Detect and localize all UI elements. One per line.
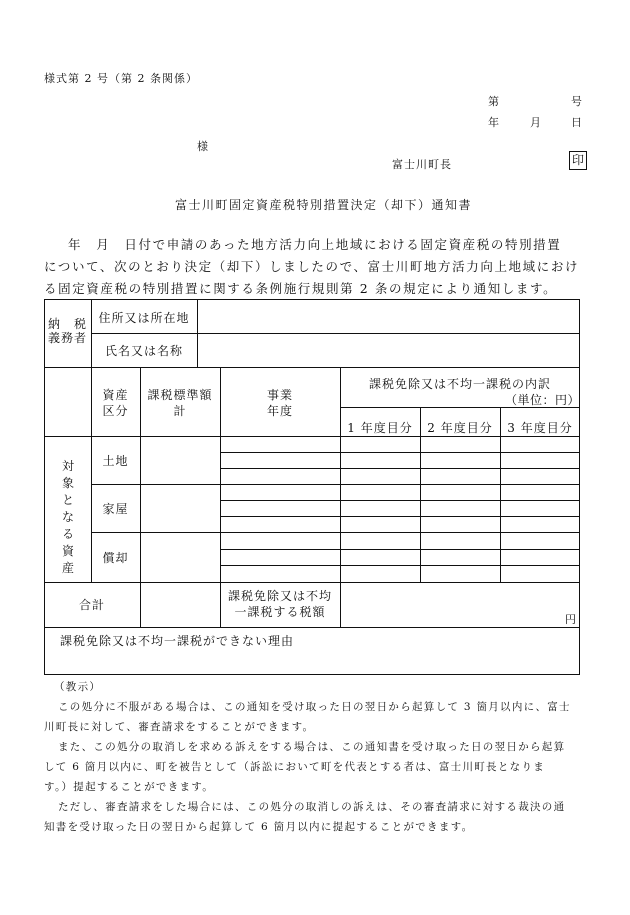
notice-line: 川町長に対して、審査請求をすることができます。 (44, 721, 315, 733)
target-assets-label: 対象となる資産 (61, 459, 74, 575)
date-day: 日 (571, 116, 583, 129)
date-year: 年 (488, 116, 500, 129)
total-label: 合計 (78, 598, 105, 612)
body-line: る固定資産税の特別措置に関する条例施行規則第 2 条の規定により通知します。 (44, 281, 558, 296)
date-month: 月 (530, 116, 542, 129)
addressee-suffix: 様 (197, 140, 209, 153)
number-suffix: 号 (571, 95, 583, 108)
notice-heading: （教示） (54, 681, 102, 693)
notice-line: この処分に不服がある場合は、この通知を受け取った日の翌日から起算して 3 箇月以内に、富士 (58, 701, 571, 713)
issuer: 富士川町長 (392, 158, 452, 171)
notice-line: して 6 箇月以内に、町を被告として（訴訟において町を代表とする者は、富士川町長となりま (44, 761, 546, 773)
exempt-amount-label: 課税免除又は不均 一課税する税額 (227, 589, 332, 619)
year-column-3: 3 年度目分 (507, 421, 573, 435)
asset-row-land: 土地 (102, 454, 129, 468)
body-paragraph (44, 234, 594, 300)
unit-label: （単位：円） (504, 393, 580, 407)
exemption-header: 課税免除又は不均一課税の内訳 (368, 377, 551, 391)
notice-line: また、この処分の取消しを求める訴えをする場合は、この通知書を受け取った日の翌日から起算 (58, 741, 566, 753)
tax-base-label: 課税標準額 計 (147, 388, 213, 418)
address-label: 住所又は所在地 (98, 311, 190, 325)
asset-row-building: 家屋 (102, 502, 129, 516)
year-column-2: 2 年度目分 (427, 421, 493, 435)
notice-line: ただし、審査請求をした場合には、この処分の取消しの訴えは、その審査請求に対する裁決の通 (58, 801, 566, 813)
body-line: 年 月 日付で申請のあった地方活力向上地域における固定資産税の特別措置 (68, 237, 562, 252)
document-title: 富士川町固定資産税特別措置決定（却下）通知書 (175, 198, 473, 212)
seal-mark: 印 (569, 151, 587, 170)
asset-row-depreciable: 償却 (102, 551, 129, 565)
yen-unit: 円 (565, 613, 576, 626)
notice-line: す。）提起することができます。 (44, 781, 215, 793)
taxpayer-label: 納 税 義務者 (47, 317, 87, 345)
asset-class-label: 資産 区分 (102, 388, 129, 418)
notice-body (44, 697, 590, 837)
body-line: について、次のとおり決定（却下）しましたので、富士川町地方活力向上地域におけ (44, 259, 580, 274)
reason-label: 課税免除又は不均一課税ができない理由 (60, 634, 295, 648)
form-number: 様式第 2 号（第 2 条関係） (44, 72, 198, 85)
notice-line: 知書を受け取った日の翌日から起算して 6 箇月以内に提起することができます。 (44, 821, 474, 833)
number-label: 第 (488, 95, 500, 108)
business-year-label: 事業 年度 (266, 388, 293, 418)
name-label: 氏名又は名称 (104, 344, 183, 358)
year-column-1: 1 年度目分 (347, 421, 413, 435)
